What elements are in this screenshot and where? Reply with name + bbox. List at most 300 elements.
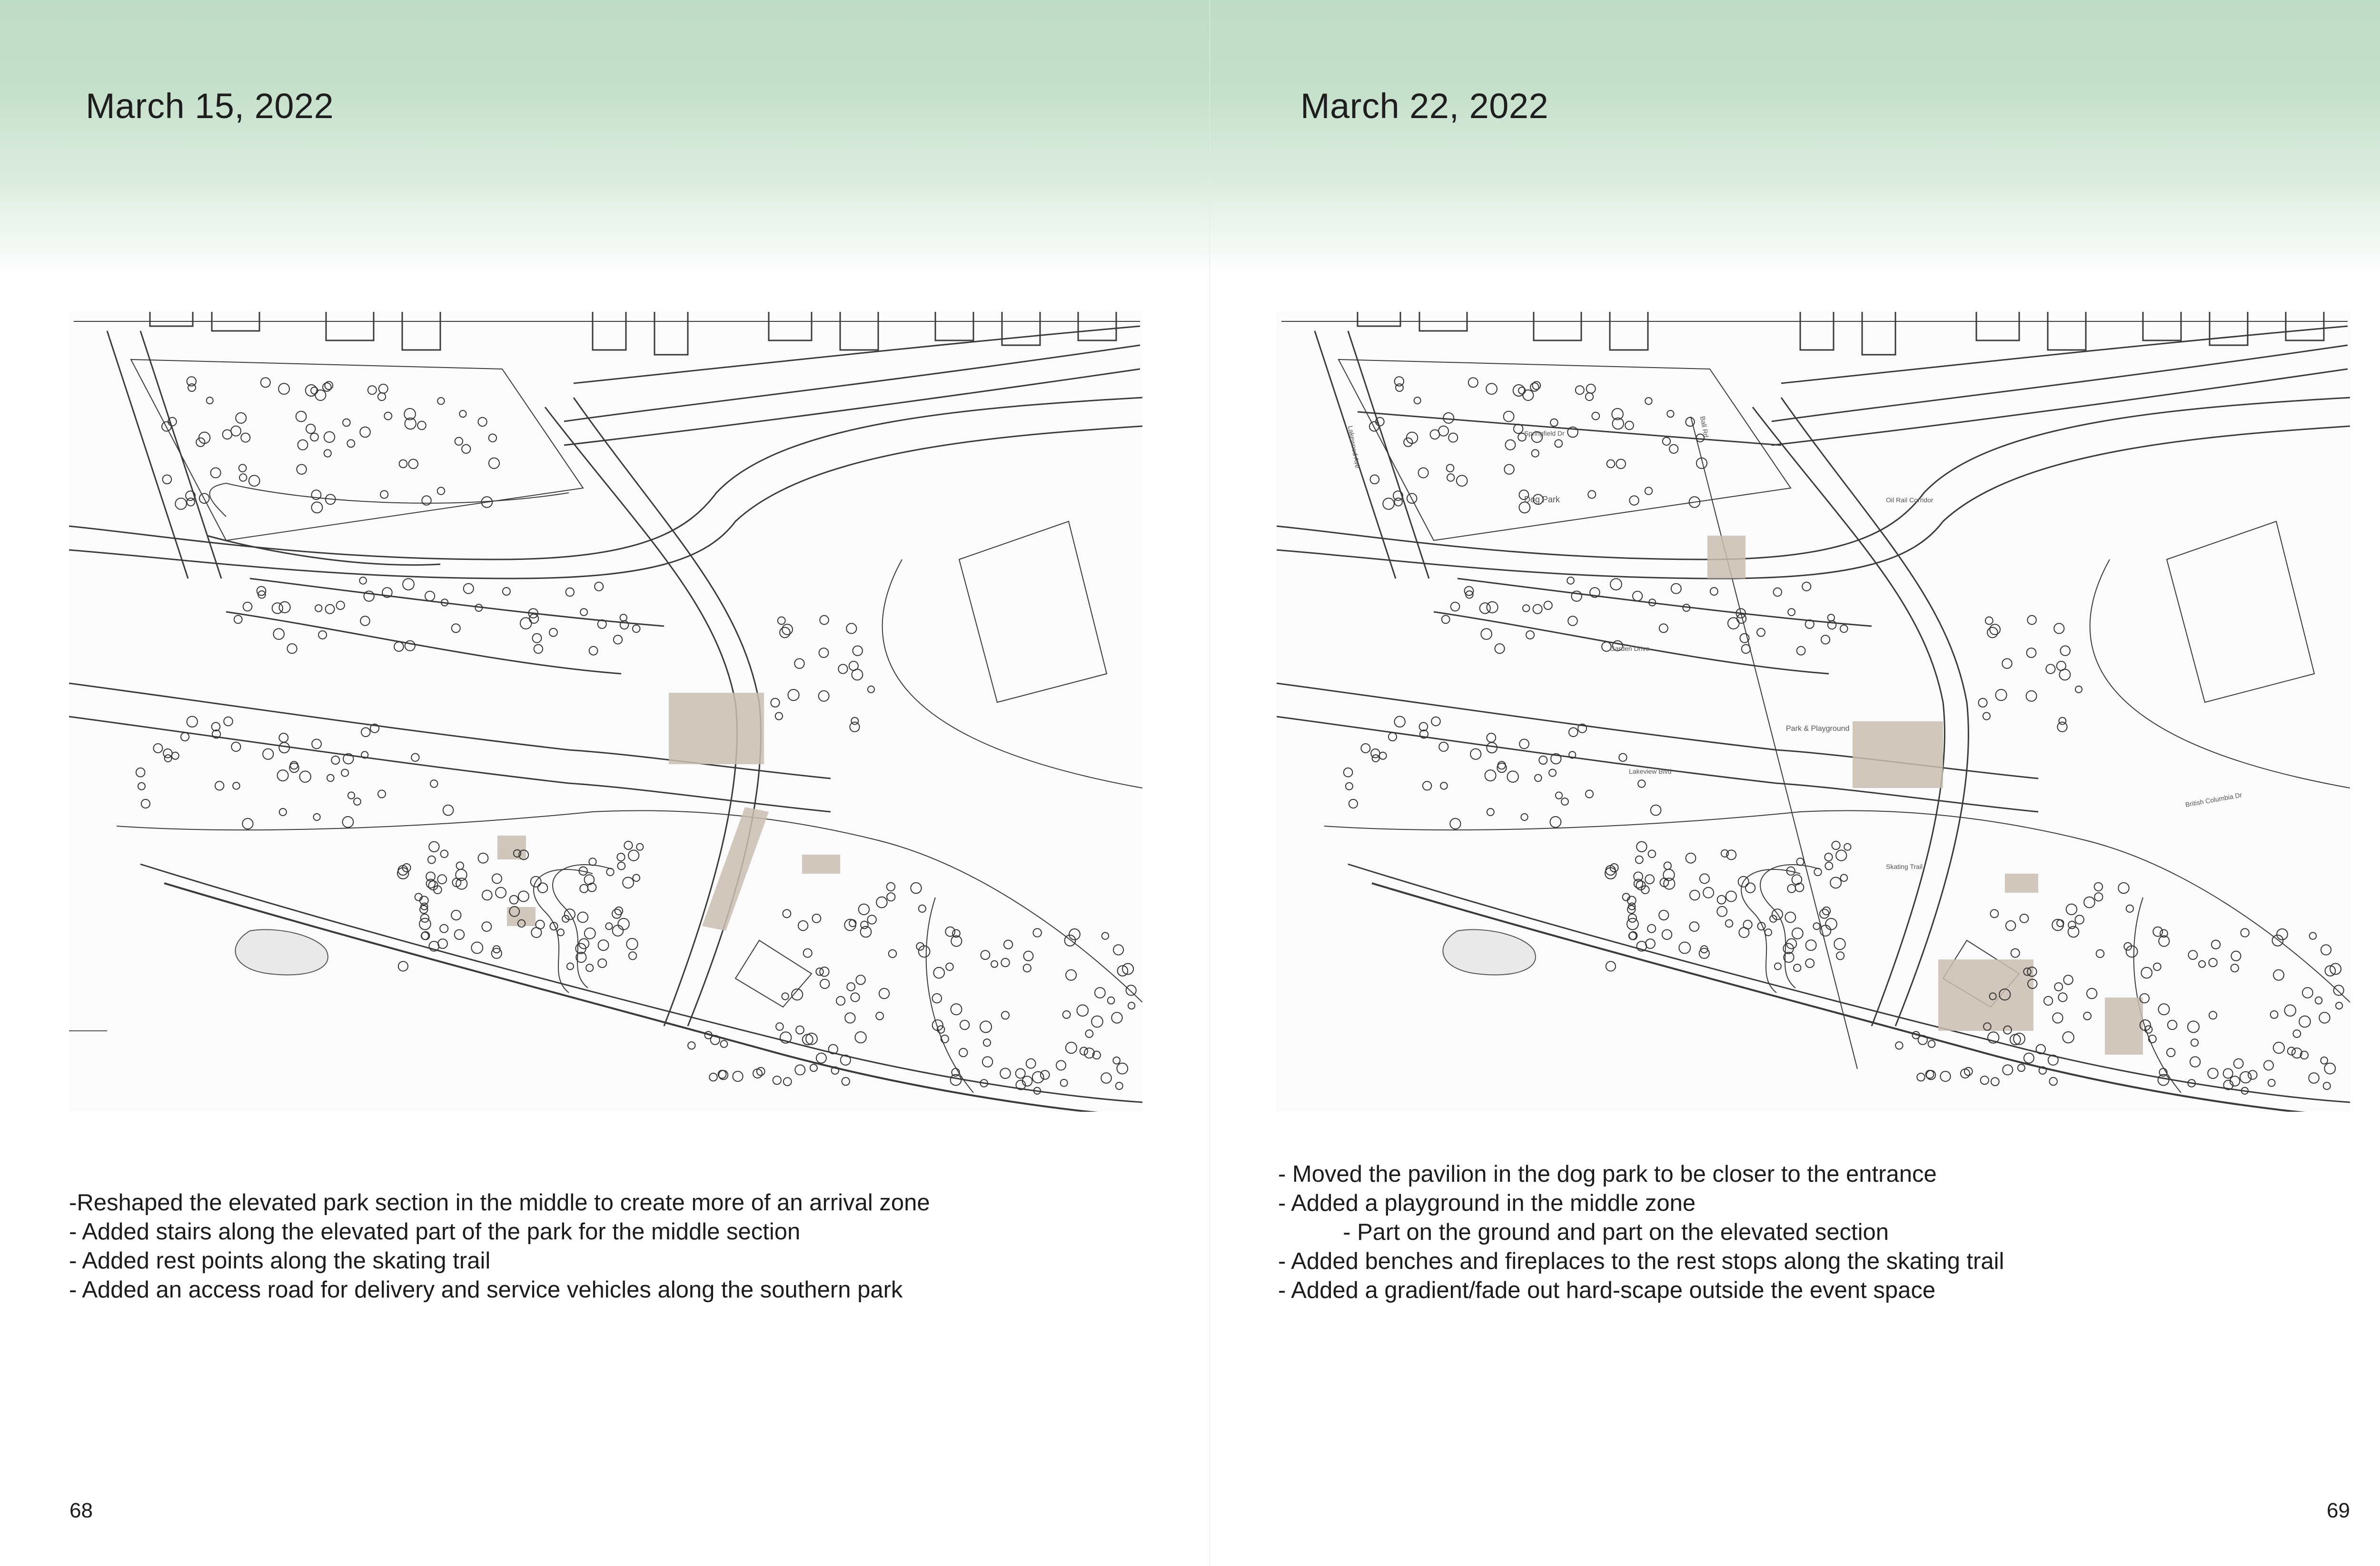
- tree-symbol: [1487, 733, 1496, 742]
- tree-symbol: [851, 718, 858, 725]
- tree-symbol: [2309, 1073, 2319, 1083]
- tree-symbol: [234, 616, 242, 624]
- tree-symbol: [2020, 914, 2029, 923]
- tree-symbol: [2058, 993, 2067, 1001]
- tree-symbol: [2118, 883, 2129, 893]
- plan-label: Lakeview Blvd: [1629, 768, 1672, 775]
- tree-symbol: [911, 883, 921, 893]
- tree-symbol: [437, 398, 444, 404]
- tree-symbol: [2208, 1068, 2218, 1078]
- tree-symbol: [1987, 628, 1998, 638]
- tree-symbol: [1619, 754, 1626, 761]
- tree-symbol: [364, 591, 374, 601]
- tree-symbol: [1726, 891, 1736, 902]
- tree-symbol: [794, 658, 804, 668]
- tree-symbol: [482, 922, 492, 931]
- tree-symbol: [617, 853, 625, 861]
- tree-symbol: [1664, 862, 1671, 869]
- tree-symbol: [455, 438, 463, 445]
- tree-symbol: [1744, 920, 1752, 929]
- tree-symbol: [1836, 952, 1844, 959]
- note-line: -Reshaped the elevated park section in the middle to create more of an arrival zone: [69, 1190, 930, 1216]
- tree-symbol: [782, 993, 789, 999]
- tree-symbol: [2190, 1057, 2200, 1067]
- tree-symbol: [1438, 426, 1448, 436]
- tree-symbol: [534, 645, 543, 653]
- tree-symbol: [1126, 985, 1136, 995]
- tree-symbol: [1523, 605, 1529, 611]
- tree-symbol: [1742, 645, 1750, 653]
- tree-symbol: [1041, 1070, 1050, 1079]
- tree-symbol: [323, 383, 331, 391]
- tree-symbol: [2044, 997, 2053, 1005]
- tree-symbol: [1576, 386, 1584, 394]
- tree-symbol: [455, 930, 464, 939]
- tree-symbol: [211, 468, 221, 478]
- tree-symbol: [2026, 691, 2037, 701]
- tree-symbol: [279, 808, 287, 816]
- tree-symbol: [2075, 915, 2084, 924]
- tree-symbol: [1802, 582, 1811, 591]
- tree-symbol: [464, 584, 474, 594]
- tree-symbol: [2054, 983, 2063, 991]
- tree-symbol: [868, 915, 876, 924]
- tree-symbol: [510, 896, 518, 904]
- tree-symbol: [1539, 756, 1547, 764]
- tree-symbol: [1648, 850, 1656, 858]
- tree-symbol: [580, 608, 587, 616]
- tree-symbol: [623, 878, 634, 888]
- tree-symbol: [2268, 1079, 2275, 1087]
- tree-symbol: [1710, 588, 1718, 595]
- tree-symbol: [2273, 1042, 2284, 1053]
- tree-symbol: [945, 927, 955, 937]
- tree-symbol: [1561, 798, 1568, 805]
- tree-symbol: [1636, 856, 1643, 864]
- tree-symbol: [1978, 698, 1987, 707]
- change-notes: [1278, 1160, 2004, 1305]
- tree-symbol: [1533, 605, 1542, 614]
- site-plan-drawing: [1277, 312, 2350, 1112]
- tree-symbol: [297, 465, 306, 474]
- tree-symbol: [1526, 631, 1534, 639]
- tree-symbol: [1607, 460, 1615, 468]
- tree-symbol: [853, 646, 863, 656]
- tree-symbol: [1830, 878, 1841, 888]
- tree-symbol: [2324, 1063, 2335, 1074]
- tree-symbol: [2288, 1047, 2295, 1055]
- tree-symbol: [1981, 1076, 1989, 1084]
- tree-symbol: [771, 698, 779, 707]
- tree-symbol: [224, 717, 233, 726]
- tree-symbol: [1669, 445, 1678, 453]
- tree-symbol: [1470, 749, 1481, 759]
- tree-symbol: [838, 664, 847, 673]
- highlight-zones: [497, 693, 840, 931]
- tree-symbol: [1569, 728, 1578, 737]
- tree-symbol: [2087, 988, 2097, 998]
- tree-symbol: [1024, 951, 1033, 961]
- tree-symbol: [1063, 1011, 1071, 1018]
- tree-symbol: [1026, 1059, 1036, 1068]
- tree-symbol: [782, 624, 793, 635]
- tree-symbol: [876, 897, 887, 908]
- tree-symbol: [1440, 782, 1448, 789]
- tree-symbol: [1568, 616, 1577, 626]
- tree-symbol: [733, 1071, 743, 1081]
- page-date: March 15, 2022: [86, 86, 334, 126]
- tree-symbol: [2223, 1069, 2233, 1078]
- tree-symbol: [567, 963, 574, 970]
- tree-symbol: [536, 920, 545, 929]
- header-band: [0, 0, 1210, 276]
- tree-symbol: [2264, 1061, 2273, 1070]
- tree-symbol: [451, 910, 461, 920]
- tree-symbol: [2066, 904, 2077, 915]
- tree-symbol: [980, 1021, 992, 1033]
- tree-symbol: [239, 464, 247, 472]
- tree-symbol: [175, 498, 187, 509]
- tree-symbol: [1797, 647, 1805, 655]
- tree-symbol: [1627, 896, 1636, 905]
- tree-symbol: [425, 591, 435, 601]
- tree-symbol: [861, 921, 868, 929]
- tree-symbol: [2299, 1016, 2311, 1027]
- tree-symbol: [187, 717, 198, 727]
- tree-symbol: [1788, 608, 1795, 616]
- tree-symbol: [1928, 1040, 1935, 1047]
- tree-symbol: [361, 728, 370, 737]
- tree-symbol: [1113, 1057, 1120, 1064]
- tree-symbol: [1349, 799, 1358, 808]
- tree-symbol: [1061, 1079, 1068, 1087]
- tree-symbol: [1056, 1061, 1066, 1070]
- page-number: 69: [2327, 1499, 2350, 1522]
- tree-symbol: [2323, 1082, 2330, 1089]
- tree-symbol: [1000, 1068, 1010, 1078]
- tree-symbol: [626, 938, 637, 949]
- tree-symbol: [215, 781, 224, 790]
- tree-symbol: [2248, 1070, 2257, 1079]
- tree-symbol: [2167, 1048, 2175, 1057]
- tree-symbol: [951, 1004, 962, 1015]
- tree-symbol: [580, 885, 588, 893]
- tree-symbol: [441, 850, 448, 858]
- tree-symbol: [919, 905, 926, 912]
- tree-symbol: [1439, 742, 1448, 751]
- tree-symbol: [1101, 1073, 1111, 1083]
- tree-symbol: [1395, 498, 1402, 506]
- tree-symbol: [1418, 468, 1428, 478]
- tree-symbol: [437, 875, 446, 884]
- tree-symbol: [231, 426, 241, 436]
- tree-symbol: [1690, 890, 1700, 900]
- tree-symbol: [628, 850, 639, 861]
- tree-symbol: [2061, 646, 2070, 656]
- tree-symbol: [1821, 635, 1830, 644]
- tree-symbol: [242, 818, 253, 829]
- tree-symbol: [331, 756, 339, 764]
- plan-label: Dog Park: [1524, 495, 1560, 504]
- tree-symbol: [2188, 1021, 2199, 1033]
- tree-symbol: [1586, 393, 1593, 400]
- tree-symbol: [1610, 579, 1622, 590]
- tree-symbol: [492, 874, 502, 883]
- tree-symbol: [798, 921, 808, 930]
- tree-symbol: [876, 1012, 883, 1020]
- tree-symbol: [1664, 878, 1675, 889]
- tree-symbol: [1745, 883, 1755, 893]
- note-line: - Added stairs along the elevated part of the park for the middle section: [69, 1219, 801, 1245]
- tree-symbol: [868, 686, 874, 693]
- tree-symbol: [2199, 961, 2205, 968]
- tree-symbol: [836, 997, 845, 1005]
- tree-symbol: [1646, 939, 1655, 948]
- tree-symbol: [1077, 1005, 1089, 1017]
- tree-symbol: [796, 1026, 804, 1034]
- tree-symbol: [1572, 591, 1582, 601]
- tree-symbol: [261, 378, 270, 387]
- tree-symbol: [847, 983, 855, 991]
- tree-symbol: [327, 775, 334, 782]
- tree-symbol: [394, 642, 404, 651]
- tree-symbol: [1448, 433, 1458, 442]
- tree-symbol: [300, 771, 311, 782]
- tree-symbol: [417, 421, 426, 430]
- tree-symbol: [1383, 498, 1394, 509]
- tree-symbol: [1066, 970, 1076, 980]
- tree-symbol: [606, 868, 614, 876]
- tree-symbol: [312, 739, 321, 749]
- tree-symbol: [306, 424, 315, 433]
- tree-symbol: [1757, 628, 1765, 637]
- tree-symbol: [562, 916, 569, 922]
- tree-symbol: [1108, 997, 1115, 1004]
- tree-symbol: [1481, 628, 1492, 639]
- tree-symbol: [1825, 862, 1833, 870]
- tree-symbol: [775, 712, 783, 719]
- tree-symbol: [1636, 842, 1646, 852]
- tree-symbol: [337, 601, 345, 609]
- plan-label: Ball Rd: [1699, 415, 1710, 438]
- tree-symbol: [983, 1039, 991, 1046]
- tree-symbol: [585, 875, 595, 885]
- tree-symbol: [1001, 958, 1009, 967]
- tree-symbol: [850, 722, 859, 732]
- tree-symbol: [2209, 1011, 2217, 1019]
- tree-symbol: [2310, 932, 2316, 939]
- tree-symbol: [187, 498, 195, 506]
- plan-label: Skating Trail: [1886, 863, 1923, 870]
- tree-symbol: [709, 1073, 717, 1081]
- tree-symbol: [946, 963, 953, 971]
- tree-symbol: [1828, 614, 1835, 621]
- tree-symbol: [440, 925, 448, 933]
- tree-symbol: [1506, 440, 1516, 450]
- tree-symbol: [1431, 717, 1440, 726]
- tree-symbol: [1651, 805, 1661, 816]
- tree-symbol: [819, 648, 829, 658]
- tree-symbol: [820, 616, 829, 625]
- tree-symbol: [1586, 790, 1593, 798]
- tree-symbol: [633, 625, 640, 633]
- tree-symbol: [172, 752, 179, 759]
- tree-symbol: [1638, 780, 1645, 787]
- tree-symbol: [595, 582, 603, 591]
- plan-label: Park & Playground: [1786, 725, 1850, 733]
- tree-symbol: [1636, 881, 1646, 890]
- tree-symbol: [2189, 950, 2198, 959]
- tree-symbol: [2330, 964, 2341, 975]
- tree-symbol: [1507, 771, 1518, 782]
- tree-symbol: [429, 881, 438, 890]
- note-line: - Moved the pavilion in the dog park to be closer to the entrance: [1278, 1161, 1937, 1187]
- tree-symbol: [1990, 624, 2000, 635]
- tree-symbol: [2234, 1059, 2243, 1068]
- tree-symbol: [1447, 464, 1454, 472]
- tree-symbol: [2096, 950, 2104, 958]
- tree-symbol: [324, 449, 331, 457]
- plan-label: Oil Rail Corridor: [1886, 496, 1934, 504]
- tree-symbol: [471, 942, 483, 954]
- tree-symbol: [2075, 686, 2082, 693]
- tree-symbol: [273, 628, 284, 639]
- tree-symbol: [341, 769, 348, 777]
- tree-symbol: [279, 742, 289, 753]
- tree-symbol: [614, 635, 622, 644]
- tree-symbol: [379, 384, 388, 393]
- plan-label: Springfield Dr: [1524, 429, 1565, 437]
- tree-symbol: [1592, 412, 1599, 420]
- tree-symbol: [1991, 909, 1999, 918]
- tree-symbol: [241, 433, 250, 442]
- note-line: - Added an access road for delivery and service vehicles along the southern park: [69, 1277, 903, 1303]
- tree-symbol: [688, 1042, 695, 1049]
- tree-symbol: [1113, 945, 1123, 955]
- tree-symbol: [1457, 475, 1468, 486]
- tree-symbol: [2293, 1030, 2301, 1037]
- tree-symbol: [1700, 874, 1709, 883]
- site-plan-march-15: [69, 312, 1142, 1112]
- tree-symbol: [842, 1077, 850, 1085]
- tree-symbol: [1606, 961, 1616, 971]
- tree-symbol: [1485, 770, 1496, 781]
- tree-symbol: [2211, 940, 2220, 949]
- tree-symbol: [1629, 496, 1638, 505]
- tree-symbol: [1486, 383, 1497, 394]
- tree-symbol: [290, 761, 298, 769]
- tree-symbol: [1996, 689, 2007, 700]
- tree-symbol: [1917, 1073, 1924, 1081]
- tree-symbol: [982, 1057, 992, 1067]
- tree-symbol: [2302, 987, 2313, 998]
- tree-symbol: [315, 605, 322, 611]
- tree-symbol: [2336, 1002, 2342, 1009]
- tree-symbol: [788, 689, 799, 700]
- tree-symbol: [776, 1023, 783, 1030]
- tree-symbol: [1836, 850, 1846, 861]
- tree-symbol: [1004, 940, 1012, 949]
- tree-symbol: [932, 994, 942, 1003]
- tree-symbol: [2285, 1005, 2296, 1017]
- tree-symbol: [1765, 929, 1772, 936]
- right-page: [1210, 0, 2380, 1566]
- tree-symbol: [1840, 625, 1848, 633]
- tree-symbol: [1805, 959, 1814, 968]
- tree-symbol: [1703, 888, 1714, 898]
- tree-symbol: [1991, 1077, 1999, 1086]
- tree-symbol: [1659, 624, 1668, 632]
- tree-symbol: [2094, 893, 2102, 901]
- tree-symbol: [2319, 1012, 2330, 1023]
- tree-symbol: [1521, 814, 1528, 820]
- tree-symbol: [1447, 474, 1454, 481]
- tree-symbol: [1346, 783, 1353, 790]
- tree-symbol: [960, 1020, 969, 1029]
- tree-symbol: [859, 904, 869, 915]
- tree-symbol: [1825, 918, 1837, 930]
- tree-symbol: [2231, 951, 2241, 961]
- tree-symbol: [617, 862, 625, 870]
- tree-symbol: [1792, 875, 1802, 885]
- tree-symbol: [783, 909, 791, 918]
- tree-symbol: [1775, 963, 1781, 970]
- tree-symbol: [598, 959, 606, 968]
- tree-symbol: [249, 475, 260, 486]
- tree-symbol: [347, 440, 355, 448]
- tree-symbol: [1556, 792, 1562, 799]
- tree-symbol: [181, 733, 189, 741]
- tree-symbol: [1699, 948, 1709, 958]
- tree-symbol: [482, 890, 492, 900]
- tree-symbol: [1102, 932, 1109, 939]
- tree-symbol: [343, 817, 354, 828]
- tree-symbol: [1443, 413, 1454, 423]
- tree-symbol: [795, 1065, 805, 1075]
- tree-symbol: [1625, 421, 1634, 430]
- note-line: - Added benches and fireplaces to the rest stops along the skating trail: [1278, 1248, 2004, 1274]
- tree-symbol: [624, 841, 632, 849]
- tree-symbol: [851, 993, 859, 1001]
- tree-symbol: [324, 432, 335, 442]
- tree-symbol: [403, 579, 414, 590]
- tree-symbol: [443, 805, 454, 816]
- tree-symbol: [618, 918, 629, 930]
- tree-symbol: [1086, 1030, 1093, 1037]
- tree-symbol: [1940, 1071, 1950, 1081]
- tree-symbol: [278, 770, 288, 781]
- tree-symbol: [1717, 907, 1727, 917]
- tree-symbol: [384, 412, 392, 420]
- tree-symbol: [889, 950, 896, 958]
- tree-symbol: [1396, 384, 1403, 391]
- note-line: - Added a gradient/fade out hard-scape outside the event space: [1278, 1277, 1936, 1303]
- tree-symbol: [456, 878, 467, 889]
- tree-symbol: [1002, 1011, 1009, 1019]
- tree-symbol: [315, 390, 326, 400]
- tree-symbol: [566, 588, 574, 596]
- tree-symbol: [398, 961, 408, 971]
- tree-symbol: [518, 891, 529, 902]
- tree-symbol: [1588, 490, 1596, 498]
- tree-symbol: [2063, 975, 2073, 984]
- tree-symbol: [620, 614, 627, 621]
- tree-symbol: [1487, 808, 1494, 816]
- tree-symbol: [589, 858, 596, 865]
- tree-symbol: [207, 397, 213, 404]
- tree-symbol: [549, 628, 557, 637]
- tree-symbol: [1717, 896, 1726, 904]
